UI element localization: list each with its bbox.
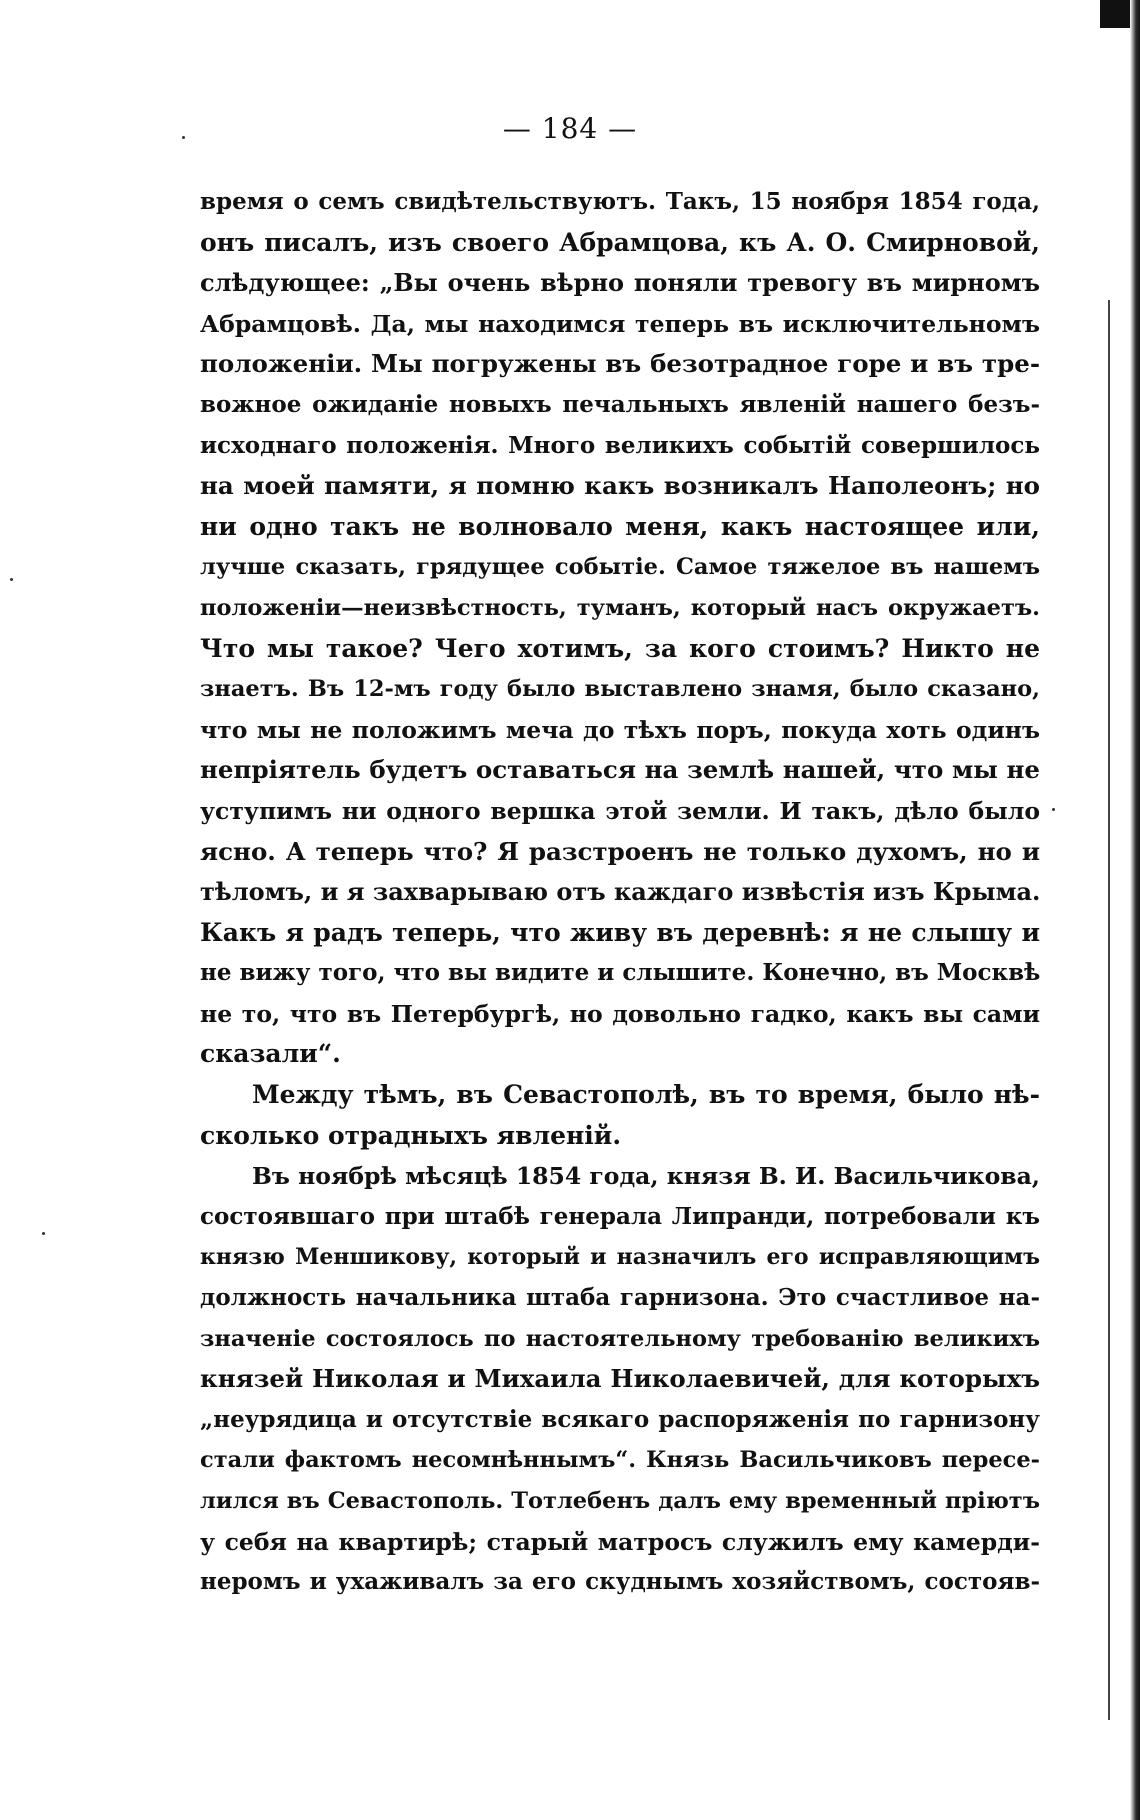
text-line: тѣломъ, и я захварываю отъ каждаго извѣстія изъ Крыма. [200,877,1040,907]
text-line: на моей памяти, я помню какъ возникалъ Наполеонъ; но [200,471,1040,501]
text-line: онъ писалъ, изъ своего Абрамцова, къ А. О. Смирновой, [200,227,1040,257]
text-line: сказали“. [200,1039,341,1069]
text-line: время о семъ свидѣтельствуютъ. Такъ, 15 ноября 1854 года, [200,188,1040,215]
page-edge-line [1108,300,1110,1720]
scan-speck [1052,808,1055,811]
text-line: ни одно такъ не волновало меня, какъ настоящее или, [200,511,1040,541]
text-line: вожное ожиданіе новыхъ печальныхъ явленій нашего безъ- [200,390,1040,418]
text-line: „неурядица и отсутствіе всякаго распоряженія по гарнизону [200,1405,1040,1433]
text-line: исходнаго положенія. Много великихъ событій совершилось [200,431,1040,459]
text-line: знаетъ. Въ 12-мъ году было выставлено знамя, было сказано, [200,676,1040,703]
scan-speck [10,578,13,581]
page-edge-shadow [1130,0,1140,1820]
text-line: не вижу того, что вы видите и слышите. Конечно, въ Москвѣ [200,959,1040,987]
text-line: положеніи—неизвѣстность, туманъ, который насъ окружаетъ. [200,594,1040,621]
text-line: князю Меншикову, который и назначилъ его исправляющимъ [200,1244,1040,1271]
text-line: уступимъ ни одного вершка этой земли. И такъ, дѣло было [200,796,1040,825]
page-number: — 184 — [502,112,638,145]
text-line: Какъ я радъ теперь, что живу въ деревнѣ: я не слышу и [200,917,1040,947]
text-line: Въ ноябрѣ мѣсяцѣ 1854 года, князя В. И. Васильчикова, [252,1162,1040,1191]
text-line: Абрамцовѣ. Да, мы находимся теперь въ исключительномъ [200,309,1040,338]
text-line: Что мы такое? Чего хотимъ, за кого стоимъ? Никто не [200,633,1040,663]
text-line: князей Николая и Михаила Николаевичей, для которыхъ [200,1364,1040,1394]
text-line: что мы не положимъ меча до тѣхъ поръ, покуда хоть одинъ [200,715,1040,744]
text-line: ясно. А теперь что? Я разстроенъ не только духомъ, но и [200,836,1040,866]
text-line: состоявшаго при штабѣ генерала Липранди, потребовали къ [200,1202,1040,1230]
scan-speck [42,1232,45,1235]
body-text [200,182,1040,1603]
text-line: положеніи. Мы погружены въ безотрадное горе и въ тре- [200,349,1040,379]
text-line: слѣдующее: „Вы очень вѣрно поняли тревогу въ мирномъ [200,268,1040,298]
text-line: лучше сказать, грядущее событіе. Самое тяжелое въ нашемъ [200,554,1040,581]
text-line: не то, что въ Петербургѣ, но довольно гадко, какъ вы сами [200,999,1040,1028]
text-line: лился въ Севастополь. Тотлебенъ далъ ему временный пріютъ [200,1488,1040,1514]
text-line: значеніе состоялось по настоятельному требованію великихъ [200,1325,1040,1352]
text-line: стали фактомъ несомнѣннымъ“. Князь Васильчиковъ пересе- [200,1447,1040,1474]
text-line: неромъ и ухаживалъ за его скуднымъ хозяйствомъ, состояв- [200,1568,1040,1596]
text-line: Между тѣмъ, въ Севастополѣ, въ то время, было нѣ- [252,1080,1040,1110]
text-line: непріятель будетъ оставаться на землѣ нашей, что мы не [200,755,1040,785]
text-line: у себя на квартирѣ; старый матросъ служилъ ему камерди- [200,1527,1040,1556]
text-line: сколько отрадныхъ явленій. [200,1120,622,1150]
text-line: должность начальника штаба гарнизона. Это счастливое на- [200,1284,1040,1312]
